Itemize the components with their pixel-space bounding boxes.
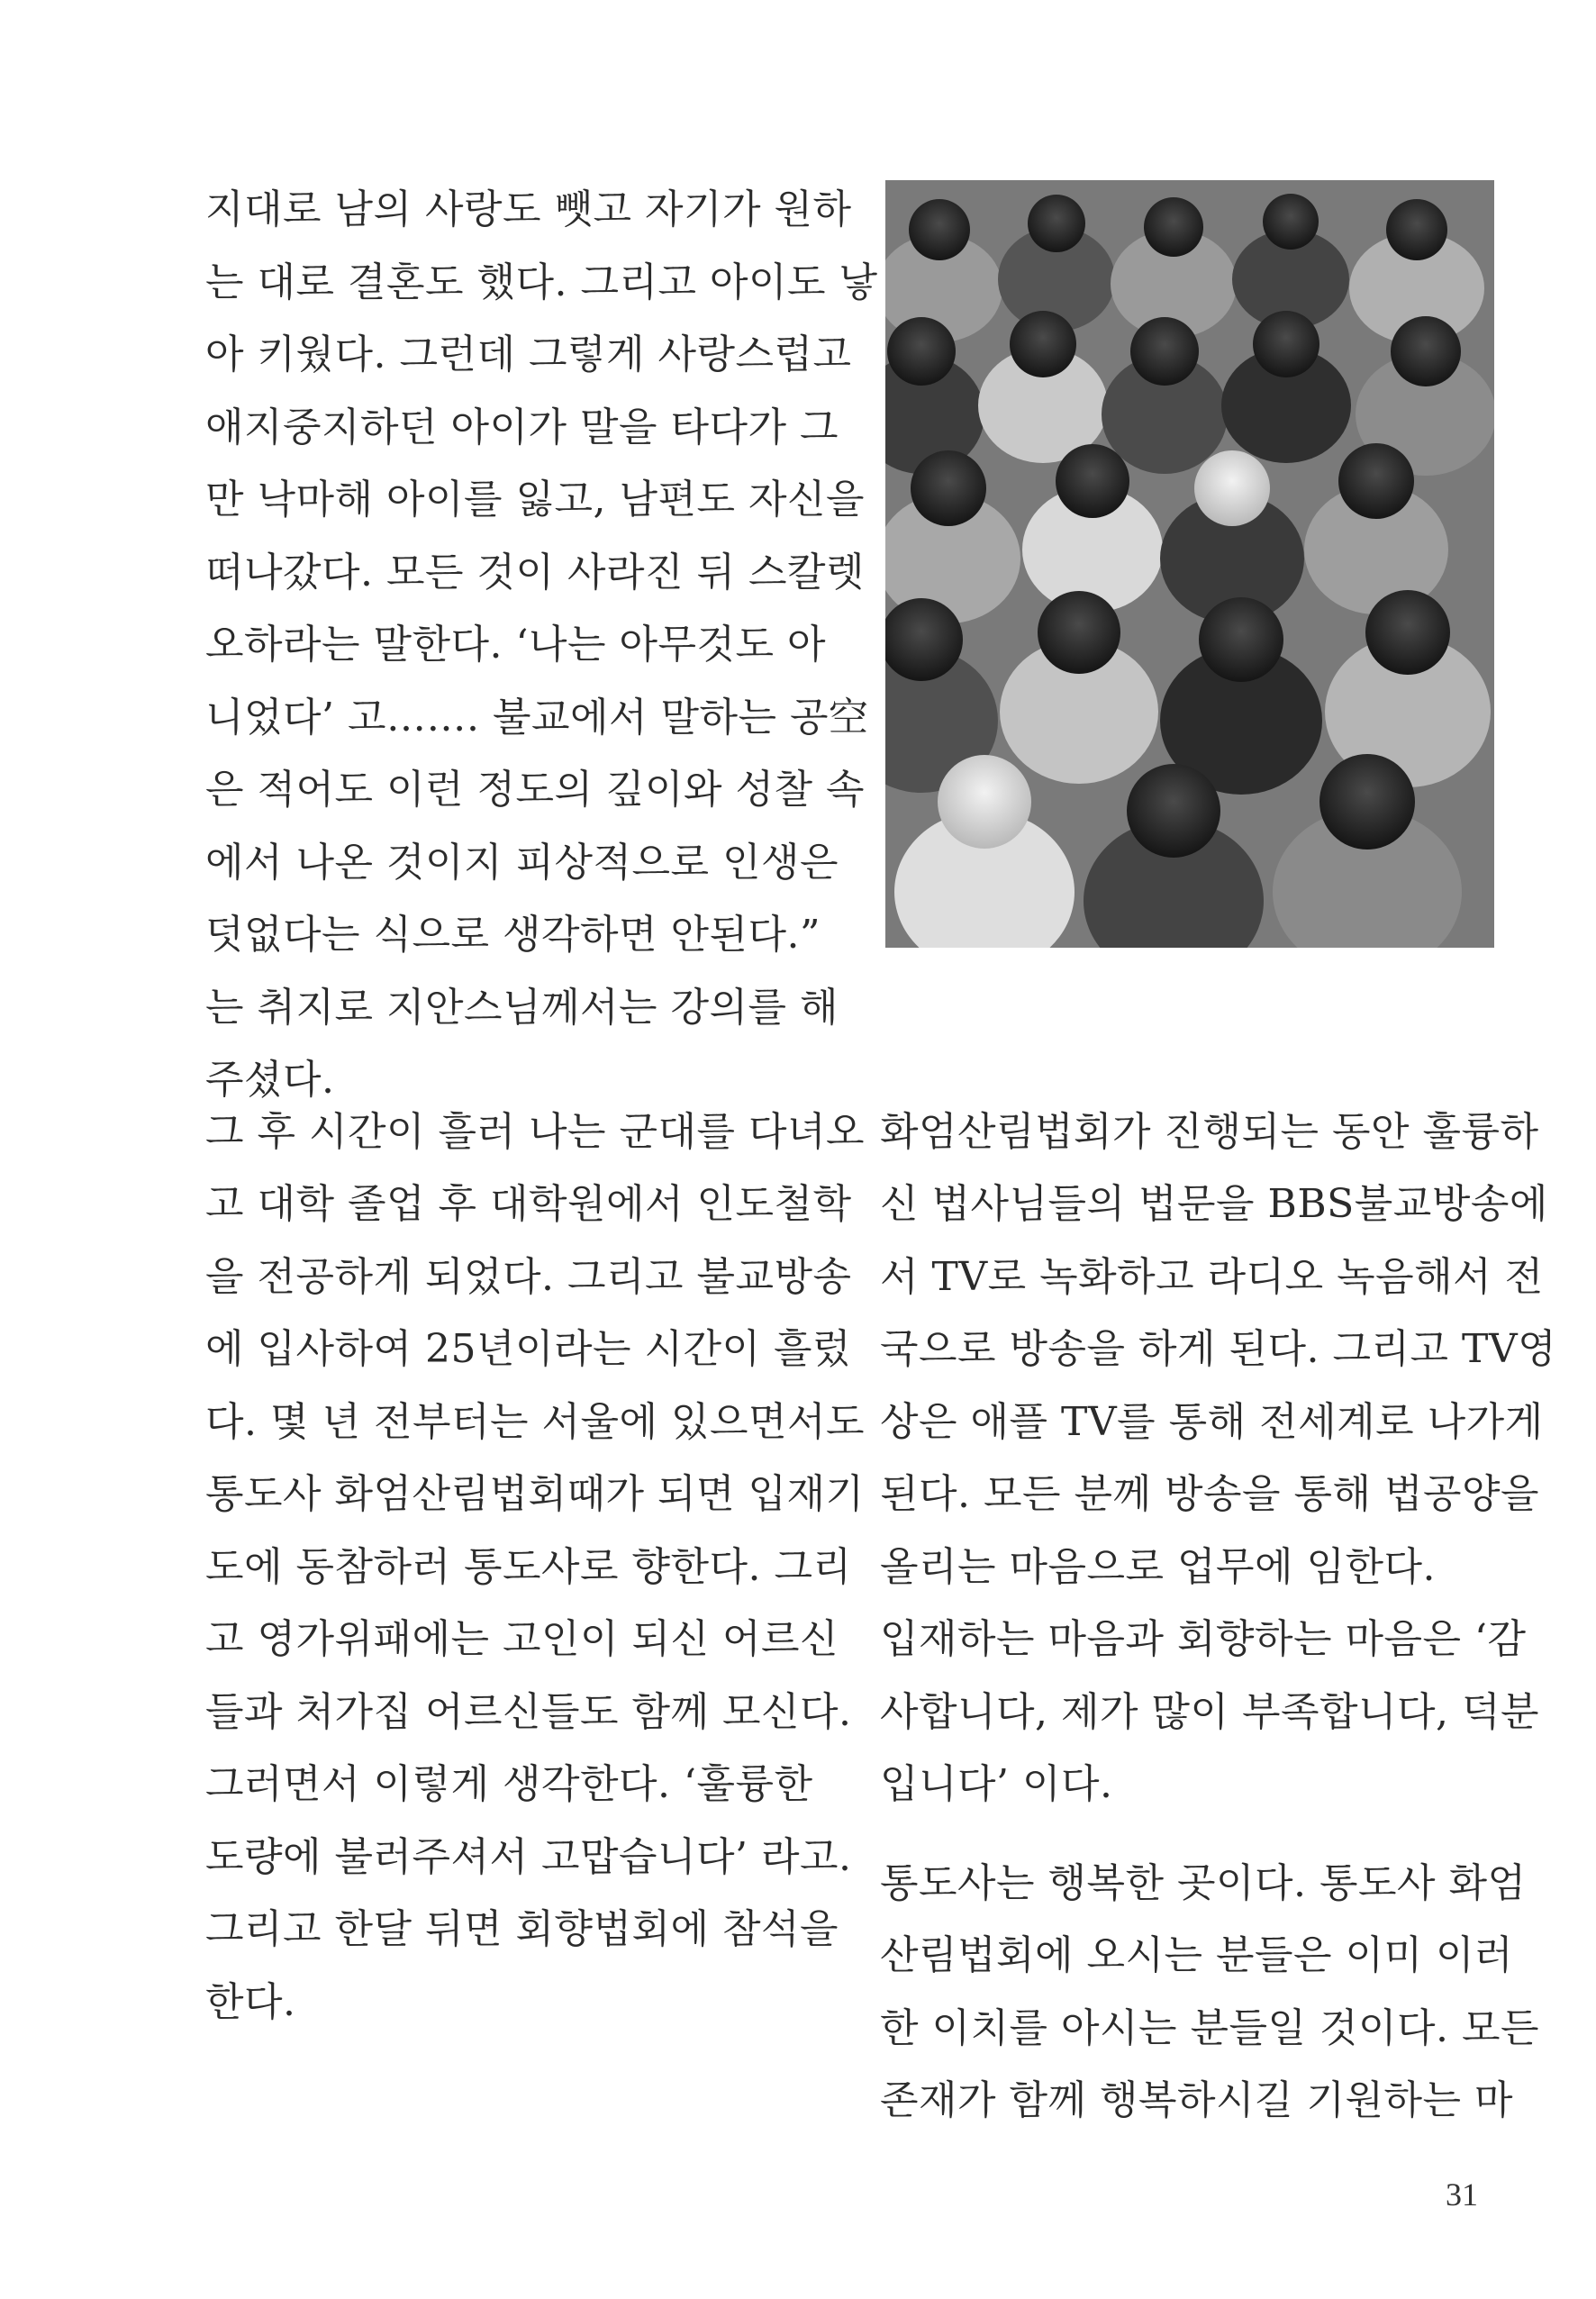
text-line: 들과 처가집 어르신들도 함께 모신다. xyxy=(205,1689,852,1735)
text-line: 다. 몇 년 전부터는 서울에 있으면서도 xyxy=(205,1399,865,1445)
text-line: 아 키웠다. 그런데 그렇게 사랑스럽고 xyxy=(205,332,852,377)
text-line: 을 전공하게 되었다. 그리고 불교방송 xyxy=(205,1254,852,1300)
text-line: 서 TV로 녹화하고 라디오 녹음해서 전 xyxy=(880,1254,1544,1300)
text-line: 통도사 화엄산림법회때가 되면 입재기 xyxy=(205,1471,865,1517)
text-line: 그러면서 이렇게 생각한다. ‘훌륭한 xyxy=(205,1761,813,1807)
text-line: 애지중지하던 아이가 말을 타다가 그 xyxy=(205,404,839,450)
text-line: 된다. 모든 분께 방송을 통해 법공양을 xyxy=(880,1471,1539,1517)
text-line: 입니다’ 이다. xyxy=(880,1761,1113,1807)
text-line: 산림법회에 오시는 분들은 이미 이러 xyxy=(880,1932,1514,1978)
text-line: 고 영가위패에는 고인이 되신 어르신 xyxy=(205,1616,839,1662)
text-line: 떠나갔다. 모든 것이 사라진 뒤 스칼렛 xyxy=(205,550,865,595)
text-line: 오하라는 말한다. ‘나는 아무것도 아 xyxy=(205,622,826,668)
text-line: 존재가 함께 행복하시길 기원하는 마 xyxy=(880,2077,1514,2123)
text-line: 주셨다. xyxy=(205,1057,335,1103)
text-line: 에 입사하여 25년이라는 시간이 흘렀 xyxy=(205,1326,851,1372)
text-line: 한다. xyxy=(205,1979,296,2025)
text-line: 한 이치를 아시는 분들일 것이다. 모든 xyxy=(880,2005,1539,2051)
text-line: 는 대로 결혼도 했다. 그리고 아이도 낳 xyxy=(205,259,878,305)
text-line: 고 대학 졸업 후 대학원에서 인도철학 xyxy=(205,1181,852,1227)
text-line: 도에 동참하러 통도사로 향한다. 그리 xyxy=(205,1544,852,1590)
text-line: 통도사는 행복한 곳이다. 통도사 화엄 xyxy=(880,1860,1527,1906)
text-line: 국으로 방송을 하게 된다. 그리고 TV영 xyxy=(880,1326,1557,1372)
text-line: 화엄산림법회가 진행되는 동안 훌륭하 xyxy=(880,1109,1539,1155)
text-line: 그리고 한달 뒤면 회향법회에 참석을 xyxy=(205,1906,839,1952)
text-line: 올리는 마음으로 업무에 임한다. xyxy=(880,1544,1436,1590)
text-line: 도량에 불러주셔서 고맙습니다’ 라고. xyxy=(205,1834,852,1880)
crowd-photo xyxy=(885,180,1494,948)
text-line: 은 적어도 이런 정도의 깊이와 성찰 속 xyxy=(205,767,865,813)
text-line: 덧없다는 식으로 생각하면 안된다.” xyxy=(205,912,821,958)
text-line: 신 법사님들의 법문을 BBS불교방송에 xyxy=(880,1181,1548,1227)
text-line: 상은 애플 TV를 통해 전세계로 나가게 xyxy=(880,1399,1544,1445)
text-line: 에서 나온 것이지 피상적으로 인생은 xyxy=(205,840,839,886)
text-line: 입재하는 마음과 회향하는 마음은 ‘감 xyxy=(880,1616,1527,1662)
text-line: 는 취지로 지안스님께서는 강의를 해 xyxy=(205,985,839,1031)
text-line: 사합니다, 제가 많이 부족합니다, 덕분 xyxy=(880,1689,1539,1735)
text-line: 만 낙마해 아이를 잃고, 남편도 자신을 xyxy=(205,477,865,522)
text-line: 그 후 시간이 흘러 나는 군대를 다녀오 xyxy=(205,1109,865,1155)
page-number: 31 xyxy=(1446,2176,1478,2213)
text-line: 니었다’ 고……. 불교에서 말하는 공空 xyxy=(205,695,869,741)
crowd-photo-illustration xyxy=(885,180,1494,948)
text-line: 지대로 남의 사랑도 뺏고 자기가 원하 xyxy=(205,186,852,232)
